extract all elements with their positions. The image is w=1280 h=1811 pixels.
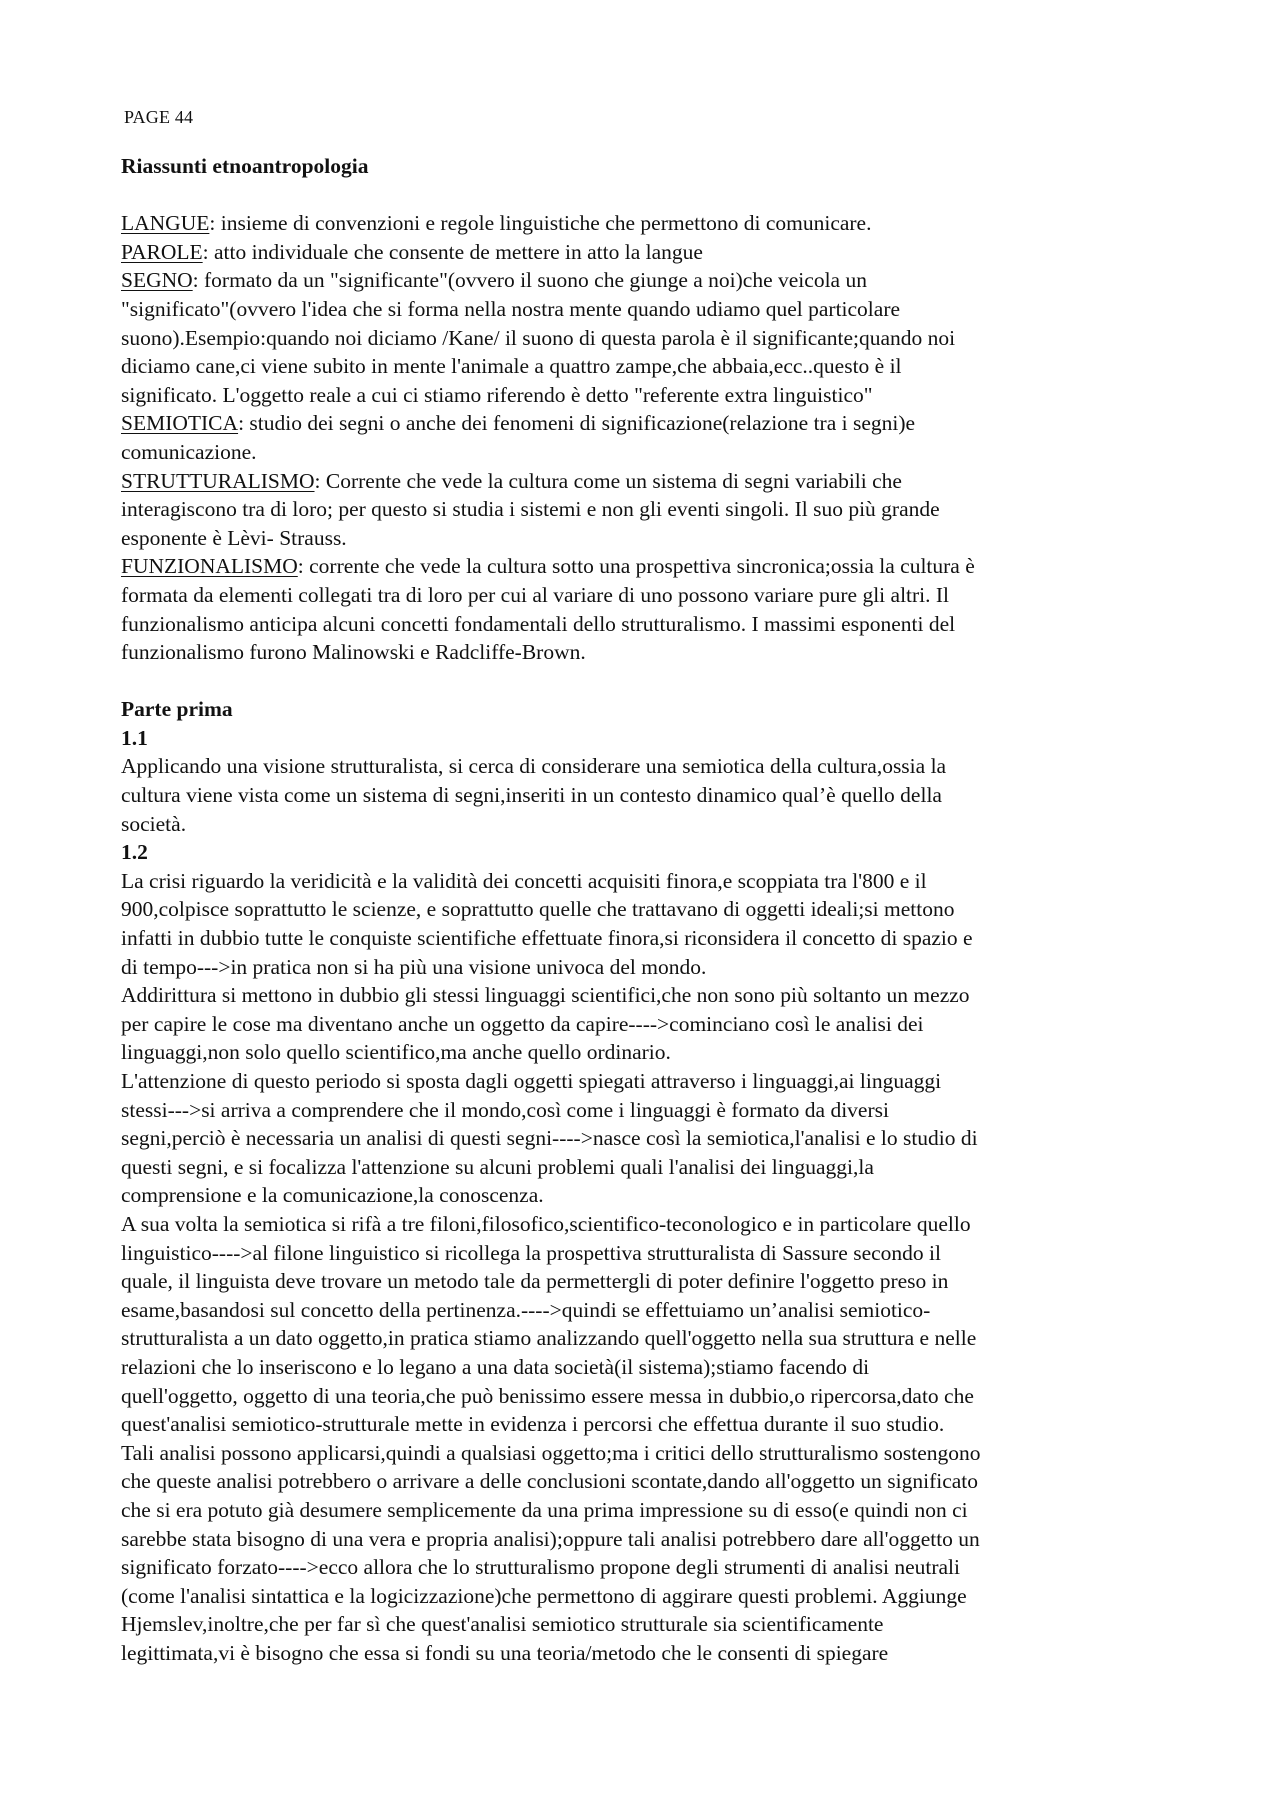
- definition-text-line: suono).Esempio:quando noi diciamo /Kane/ il suono di questa parola è il significante;quando noi: [121, 325, 956, 350]
- definition-term: LANGUE: [121, 211, 210, 236]
- blank-line: [121, 181, 1171, 210]
- definition-text: : corrente che vede la cultura sotto una prospettiva sincronica;ossia la cultura è: [297, 554, 975, 579]
- part-heading: Parte prima: [121, 697, 233, 722]
- document-title: Riassunti etnoantropologia: [121, 154, 369, 178]
- document-body: [121, 152, 1171, 1667]
- definition-term: STRUTTURALISMO: [121, 468, 315, 493]
- paragraph-line: legittimata,vi è bisogno che essa si fondi su una teoria/metodo che le consenti di spiegare: [121, 1640, 889, 1665]
- paragraph-line: quest'analisi semiotico-strutturale mette in evidenza i percorsi che effettua durante il suo studio.: [121, 1412, 945, 1437]
- paragraph-line: linguistico---->al filone linguistico si ricollega la prospettiva strutturalista di Sassure secondo il: [121, 1240, 941, 1265]
- definition-text: : atto individuale che consente de mettere in atto la langue: [202, 239, 703, 264]
- definition-text-line: formata da elementi collegati tra di loro per cui al variare di uno possono variare pure gli altri. Il: [121, 582, 950, 607]
- paragraph-line: significato forzato---->ecco allora che lo strutturalismo propone degli strumenti di analisi neutrali: [121, 1555, 961, 1580]
- definition-first-line: [121, 238, 1171, 267]
- definition-term: SEMIOTICA: [121, 411, 239, 436]
- definition-text-line: esponente è Lèvi- Strauss.: [121, 525, 347, 550]
- paragraph-line: che queste analisi potrebbero o arrivare a delle conclusioni scontate,dando all'oggetto un significato: [121, 1469, 979, 1494]
- paragraph-line: comprensione e la comunicazione,la conoscenza.: [121, 1183, 544, 1208]
- definition-text: : Corrente che vede la cultura come un sistema di segni variabili che: [314, 468, 902, 493]
- blank-line: [121, 667, 1171, 696]
- definition-first-line: [121, 552, 1171, 581]
- definition-text-line: significato. L'oggetto reale a cui ci stiamo riferendo è detto "referente extra linguistico": [121, 382, 873, 407]
- paragraph-line: per capire le cose ma diventano anche un oggetto da capire---->cominciano così le analisi dei: [121, 1011, 924, 1036]
- definition-text-line: funzionalismo furono Malinowski e Radcliffe-Brown.: [121, 640, 586, 665]
- paragraph-line: sarebbe stata bisogno di una vera e propria analisi);oppure tali analisi potrebbero dare all'oggetto un: [121, 1526, 980, 1551]
- section-number: 1.1: [121, 725, 148, 750]
- definition-text-line: diciamo cane,ci viene subito in mente l'animale a quattro zampe,che abbaia,ecc..questo è il: [121, 354, 902, 379]
- paragraph-line: questi segni, e si focalizza l'attenzione su alcuni problemi quali l'analisi dei linguaggi,la: [121, 1154, 874, 1179]
- paragraph-line: relazioni che lo inseriscono e lo legano a una data società(il sistema);stiamo facendo di: [121, 1354, 870, 1379]
- definition-text-line: comunicazione.: [121, 439, 257, 464]
- paragraph-line: 900,colpisce soprattutto le scienze, e soprattutto quelle che trattavano di oggetti ideali;si mettono: [121, 897, 955, 922]
- definition-text: : studio dei segni o anche dei fenomeni di significazione(relazione tra i segni)e: [238, 411, 916, 436]
- paragraph-line: A sua volta la semiotica si rifà a tre filoni,filosofico,scientifico-teconologico e in particolare quello: [121, 1211, 971, 1236]
- page-number-label: PAGE 44: [124, 107, 194, 127]
- definition-term: FUNZIONALISMO: [121, 554, 298, 579]
- definition-text: : insieme di convenzioni e regole linguistiche che permettono di comunicare.: [209, 211, 872, 236]
- definition-first-line: [121, 467, 1171, 496]
- paragraph-line: La crisi riguardo la veridicità e la validità dei concetti acquisiti finora,e scoppiata tra l'800 e il: [121, 868, 927, 893]
- definition-text-line: interagiscono tra di loro; per questo si studia i sistemi e non gli eventi singoli. Il suo più grande: [121, 497, 940, 522]
- definition-term: SEGNO: [121, 268, 193, 293]
- paragraph-line: infatti in dubbio tutte le conquiste scientifiche effettuate finora,si riconsidera il concetto di spazio e: [121, 926, 973, 951]
- paragraph-line: quell'oggetto, oggetto di una teoria,che può benissimo essere messa in dubbio,o ripercorsa,dato che: [121, 1383, 974, 1408]
- paragraph-line: che si era potuto già desumere semplicemente da una prima impressione su di esso(e quindi non ci: [121, 1497, 968, 1522]
- paragraph-line: di tempo--->in pratica non si ha più una visione univoca del mondo.: [121, 954, 707, 979]
- definition-text-line: funzionalismo anticipa alcuni concetti fondamentali dello strutturalismo. I massimi esponenti del: [121, 611, 956, 636]
- definition-first-line: [121, 266, 1171, 295]
- paragraph-line: (come l'analisi sintattica e la logicizzazione)che permettono di aggirare questi problemi. Aggiunge: [121, 1583, 967, 1608]
- paragraph-line: società.: [121, 811, 187, 836]
- paragraph-line: cultura viene vista come un sistema di segni,inseriti in un contesto dinamico qual’è quello della: [121, 783, 942, 808]
- paragraph-line: L'attenzione di questo periodo si sposta dagli oggetti spiegati attraverso i linguaggi,ai linguaggi: [121, 1069, 942, 1093]
- definition-term: PAROLE: [121, 239, 203, 264]
- paragraph-line: Addirittura si mettono in dubbio gli stessi linguaggi scientifici,che non sono più soltanto un mezzo: [121, 983, 970, 1008]
- paragraph-line: linguaggi,non solo quello scientifico,ma anche quello ordinario.: [121, 1040, 671, 1065]
- paragraph-line: strutturalista a un dato oggetto,in pratica stiamo analizzando quell'oggetto nella sua struttura e nelle: [121, 1326, 977, 1351]
- definition-first-line: [121, 409, 1171, 438]
- paragraph-line: stessi--->si arriva a comprendere che il mondo,così come i linguaggi è formato da diversi: [121, 1097, 889, 1122]
- paragraph-line: Applicando una visione strutturalista, si cerca di considerare una semiotica della cultura,ossia la: [121, 754, 947, 779]
- paragraph-line: Hjemslev,inoltre,che per far sì che quest'analisi semiotico strutturale sia scientificamente: [121, 1612, 884, 1637]
- paragraph-line: segni,perciò è necessaria un analisi di questi segni---->nasce così la semiotica,l'analisi e lo studio di: [121, 1126, 978, 1151]
- paragraph-line: Tali analisi possono applicarsi,quindi a qualsiasi oggetto;ma i critici dello strutturalismo sostengono: [121, 1440, 981, 1465]
- section-number: 1.2: [121, 840, 148, 865]
- definition-text: : formato da un "significante"(ovvero il suono che giunge a noi)che veicola un: [192, 268, 867, 293]
- paragraph-line: quale, il linguista deve trovare un metodo tale da permettergli di poter definire l'oggetto preso in: [121, 1269, 949, 1294]
- paragraph-line: esame,basandosi sul concetto della pertinenza.---->quindi se effettuiamo un’analisi semiotico-: [121, 1297, 931, 1322]
- definition-text-line: "significato"(ovvero l'idea che si forma nella nostra mente quando udiamo quel particolare: [121, 296, 901, 321]
- definition-first-line: [121, 209, 1171, 238]
